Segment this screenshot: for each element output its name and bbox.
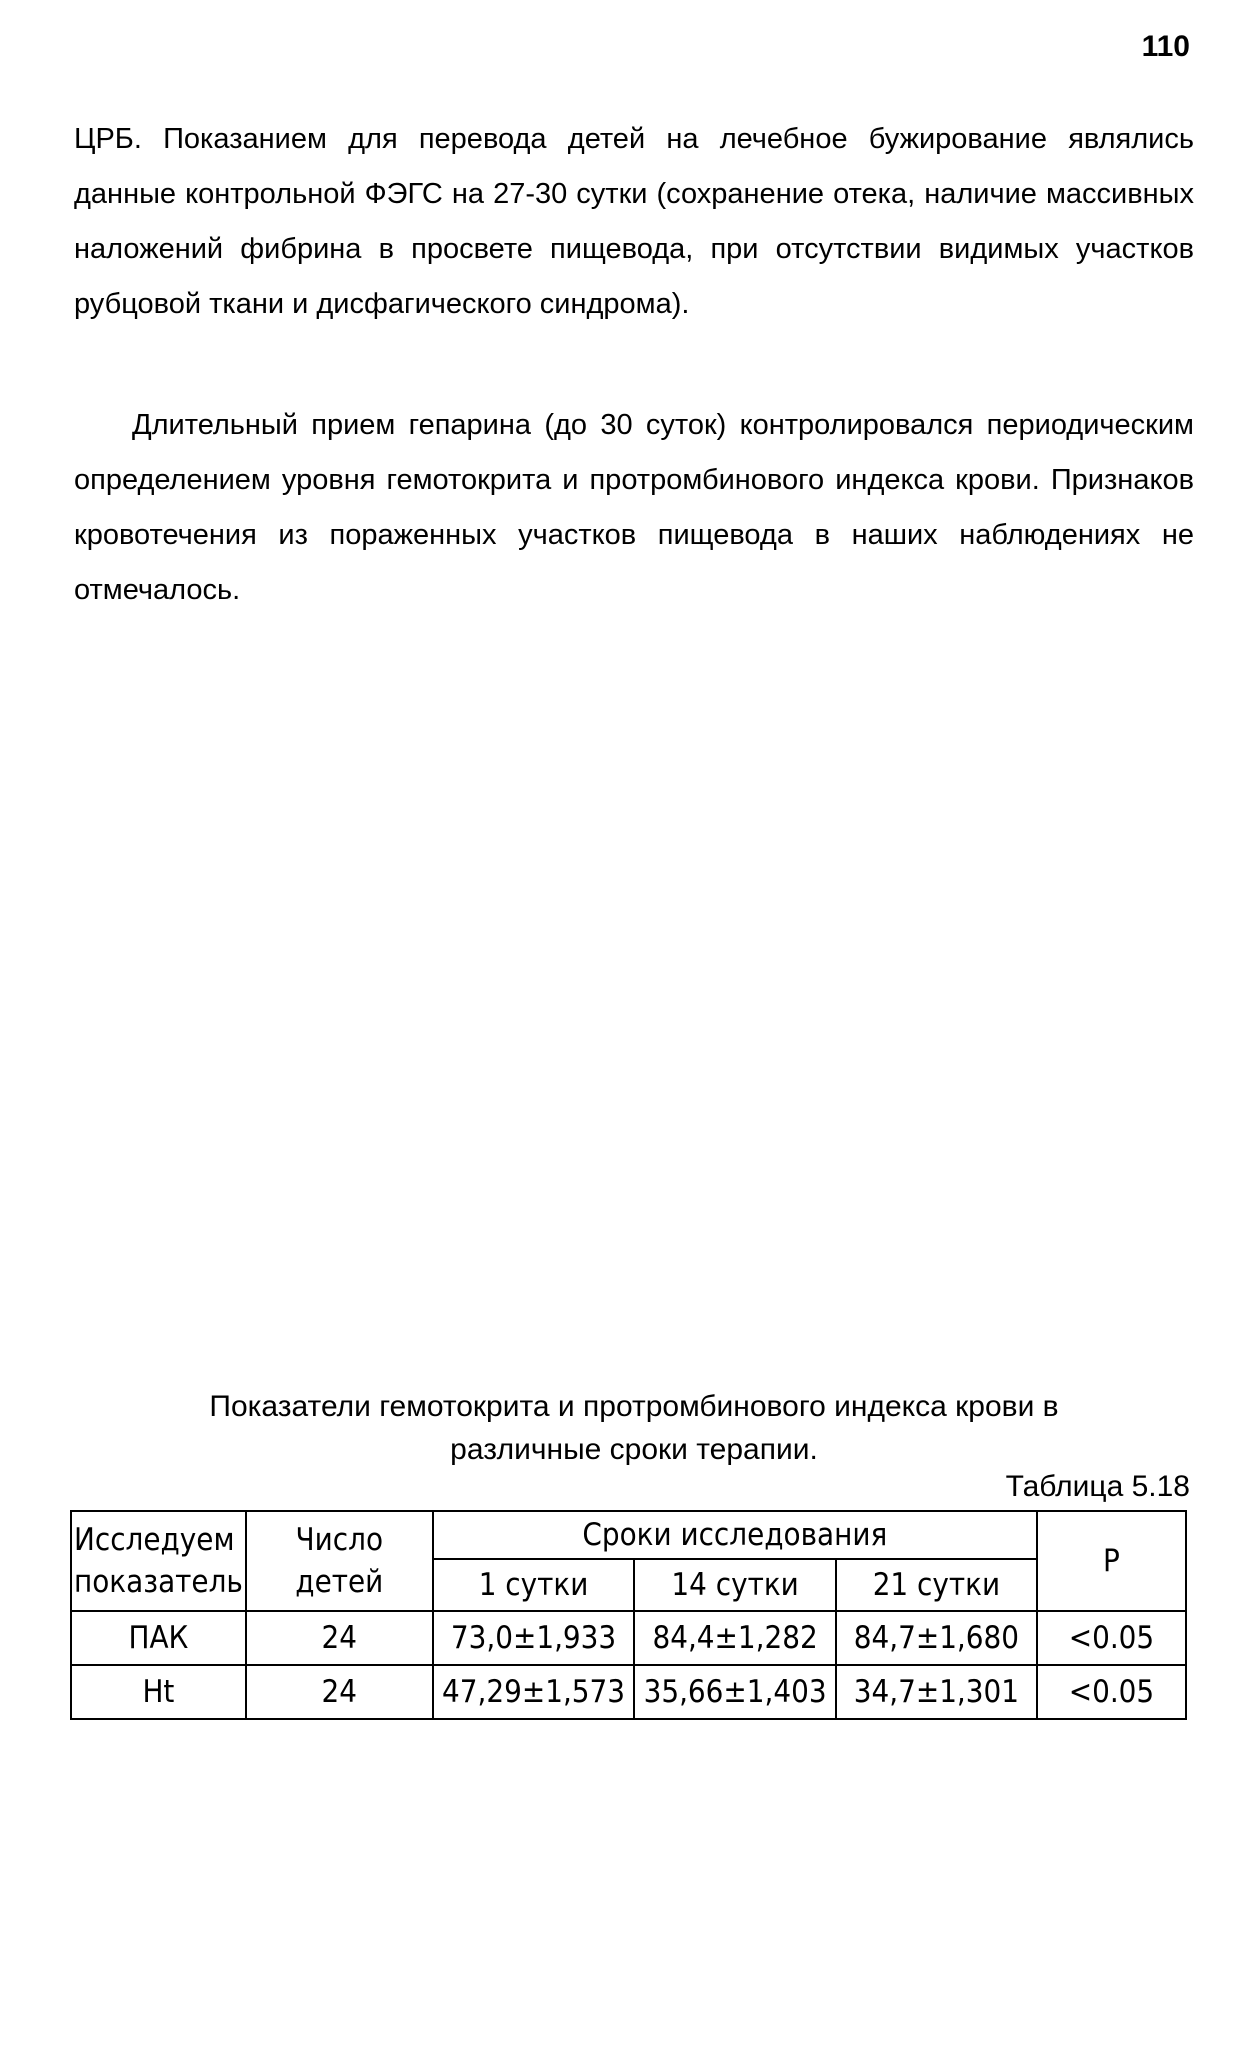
table-row bbox=[71, 1611, 1186, 1665]
header-count-line-1: Число bbox=[295, 1522, 384, 1558]
header-indicator-line-1: Исследуем bbox=[74, 1522, 235, 1558]
cell-indicator: ПАК bbox=[71, 1611, 246, 1665]
header-terms-group: Сроки исследования bbox=[433, 1511, 1037, 1559]
header-count-line-2: детей bbox=[295, 1564, 384, 1600]
header-day-1: 1 сутки bbox=[433, 1559, 635, 1611]
cell-p: <0.05 bbox=[1037, 1611, 1186, 1665]
cell-day-14: 84,4±1,282 bbox=[634, 1611, 836, 1665]
header-indicator-line-2: показатель bbox=[74, 1564, 243, 1600]
table-caption-line-2: различные сроки терапии. bbox=[450, 1433, 818, 1466]
header-count bbox=[246, 1511, 433, 1611]
page-number: 110 bbox=[1141, 30, 1190, 63]
header-p: Р bbox=[1037, 1511, 1186, 1611]
paragraph-2-text: Длительный прием гепарина (до 30 суток) контролировался периодическим определением уровня гемотокрита и протромбинового индекса крови. Признаков кровотечения из пораженных участков пищевода в наших наблюдениях не отмечалось. bbox=[74, 409, 1194, 606]
table-header-row bbox=[71, 1511, 1186, 1559]
paragraph-2 bbox=[74, 398, 1194, 618]
data-table bbox=[70, 1510, 1187, 1720]
table-caption-line-1: Показатели гемотокрита и протромбинового индекса крови в bbox=[209, 1390, 1059, 1423]
paragraph-1-text: ЦРБ. Показанием для перевода детей на лечебное бужирование являлись данные контрольной ФЭГС на 27-30 сутки (сохранение отека, наличие массивных наложений фибрина в просвете пищевода, при отсутствии видимых участков рубцовой ткани и дисфагического синдрома). bbox=[74, 123, 1194, 320]
cell-count: 24 bbox=[246, 1665, 433, 1719]
table-number: Таблица 5.18 bbox=[1005, 1470, 1190, 1503]
cell-day-14: 35,66±1,403 bbox=[634, 1665, 836, 1719]
cell-day-1: 47,29±1,573 bbox=[433, 1665, 635, 1719]
cell-p: <0.05 bbox=[1037, 1665, 1186, 1719]
cell-day-21: 34,7±1,301 bbox=[836, 1665, 1037, 1719]
header-day-14: 14 сутки bbox=[634, 1559, 836, 1611]
cell-count: 24 bbox=[246, 1611, 433, 1665]
paragraph-1 bbox=[74, 112, 1194, 332]
cell-day-21: 84,7±1,680 bbox=[836, 1611, 1037, 1665]
table-caption bbox=[74, 1385, 1194, 1471]
table-row bbox=[71, 1665, 1186, 1719]
cell-indicator: Ht bbox=[71, 1665, 246, 1719]
header-indicator bbox=[71, 1511, 246, 1611]
cell-day-1: 73,0±1,933 bbox=[433, 1611, 635, 1665]
header-day-21: 21 сутки bbox=[836, 1559, 1037, 1611]
